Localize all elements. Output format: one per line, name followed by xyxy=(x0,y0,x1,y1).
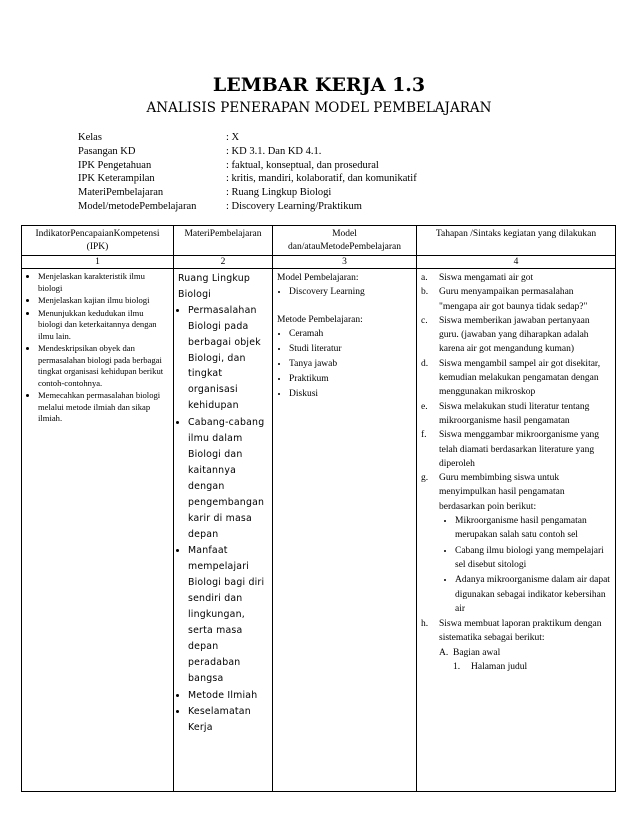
list-item: • Diskusi xyxy=(289,387,412,401)
list-item: • Ceramah xyxy=(289,327,412,341)
step-b xyxy=(421,285,611,314)
list-item: • Tanya jawab xyxy=(289,357,412,371)
step-h-content xyxy=(439,617,611,674)
table-number-row xyxy=(22,256,616,269)
step-g xyxy=(421,471,611,617)
step-text: Guru membimbing siswa untuk menyimpulkan hasil pengamatan berdasarkan poin berikut: xyxy=(439,473,565,512)
info-row-kd xyxy=(78,145,417,159)
info-value: : KD 3.1. Dan KD 4.1. xyxy=(226,145,322,157)
materi-cell xyxy=(174,269,273,792)
model-label: Model Pembelajaran: xyxy=(277,273,359,283)
info-value: : Ruang Lingkup Biologi xyxy=(226,187,332,199)
step-letter: c. xyxy=(421,315,428,326)
header-tahapan: Tahapan /Sintaks kegiatan yang dilakukan xyxy=(417,226,616,256)
step-text: Siswa membuat laporan praktikum dengan sistematika sebagai berikut: xyxy=(439,619,602,644)
list-item: • Praktikum xyxy=(289,372,412,386)
step-text: Siswa memberikan jawaban pertanyaan guru. (jawaban yang diharapkan adalah karena air got mengandung kuman) xyxy=(439,315,590,355)
list-item: • Cabang ilmu biologi yang mempelajari sel disebut sitologi xyxy=(455,544,611,573)
step-text: Siswa mengamati air got xyxy=(439,273,534,283)
list-item: • Studi literatur xyxy=(289,342,412,356)
column-number: 3 xyxy=(273,256,417,269)
list-item: • Keselamatan Kerja xyxy=(188,704,268,736)
column-number: 4 xyxy=(417,256,616,269)
info-row-model xyxy=(78,200,417,214)
step-letter: g. xyxy=(421,473,429,484)
step-a xyxy=(421,271,611,285)
step-letter: b. xyxy=(421,287,429,298)
list-item: • Discovery Learning xyxy=(289,285,412,299)
list-item: • Menunjukkan kedudukan ilmu biologi dan keterkaitannya dengan ilmu lain. xyxy=(38,308,169,343)
list-item: • Memecahkan permasalahan biologi melalui metode ilmiah dan sikap ilmiah. xyxy=(38,390,169,425)
list-item: • Cabang-cabang ilmu dalam Biologi dan kaitannya dengan pengembangan karir di masa depan xyxy=(188,415,268,542)
info-label: IPK Keterampilan xyxy=(78,173,155,185)
step-e xyxy=(421,400,611,429)
header-model: Model dan/atauMetodePembelajaran xyxy=(273,226,417,256)
step-letter: 1. xyxy=(453,662,461,673)
step-text: Halaman judul xyxy=(471,662,528,673)
step-c xyxy=(421,314,611,357)
step-d xyxy=(421,357,611,400)
info-value: : kritis, mandiri, kolaboratif, dan komunikatif xyxy=(226,173,417,185)
model-list xyxy=(277,285,412,299)
tahapan-cell xyxy=(417,269,616,792)
step-f xyxy=(421,428,611,471)
step-text: Siswa mengambil sampel air got disekitar, kemudian melakukan pengamatan dengan menggunakan mikroskop xyxy=(439,358,601,398)
table-header-row xyxy=(22,226,616,256)
list-item: • Menjelaskan kajian ilmu biologi xyxy=(38,295,169,307)
step-h-sub xyxy=(439,646,611,675)
info-label: Kelas xyxy=(78,132,102,143)
header-ipk: IndikatorPencapaianKompetensi (IPK) xyxy=(22,226,174,256)
info-value: : faktual, konseptual, dan prosedural xyxy=(226,159,379,171)
header-materi: MateriPembelajaran xyxy=(174,226,273,256)
list-item: • Mendeskripsikan obyek dan permasalahan biologi pada berbagai tingkat organisasi kehidupan berikut contoh-contohnya. xyxy=(38,343,169,389)
list-item: • Permasalahan Biologi pada berbagai objek Biologi, dan tingkat organisasi kehidupan xyxy=(188,303,268,414)
info-row-ipk-pengetahuan xyxy=(78,159,417,173)
info-value: : Discovery Learning/Praktikum xyxy=(226,200,362,212)
step-g-content xyxy=(439,471,611,617)
page-title: LEMBAR KERJA 1.3 xyxy=(212,74,426,96)
list-item: • Adanya mikroorganisme dalam air dapat digunakan sebagai indikator kebersihan air xyxy=(455,573,611,616)
step-letter: e. xyxy=(421,401,428,412)
method-label: Metode Pembelajaran: xyxy=(277,315,363,325)
list-item: • Menjelaskan karakteristik ilmu biologi xyxy=(38,271,169,294)
table-row xyxy=(22,269,616,792)
info-label: MateriPembelajaran xyxy=(78,187,164,199)
ipk-cell xyxy=(22,269,174,792)
info-label: IPK Pengetahuan xyxy=(78,159,152,171)
step-h-sub2 xyxy=(453,660,611,674)
info-row-materi xyxy=(78,186,417,200)
step-text: Siswa menggambar mikroorganisme yang telah diamati berdasarkan literature yang diperoleh xyxy=(439,430,599,469)
step-letter: h. xyxy=(421,619,429,630)
list-item: • Metode Ilmiah xyxy=(188,688,268,704)
step-text: Bagian awal xyxy=(453,647,501,658)
model-cell xyxy=(273,269,417,792)
step-text: Siswa melakukan studi literatur tentang mikroorganisme hasil pengamatan xyxy=(439,401,590,426)
column-number: 2 xyxy=(174,256,273,269)
info-value: : X xyxy=(226,132,240,143)
materi-list xyxy=(178,303,268,736)
step-letter: f. xyxy=(421,430,427,441)
step-g-list xyxy=(443,514,611,616)
step-letter: d. xyxy=(421,358,429,369)
info-label: Pasangan KD xyxy=(78,145,136,157)
materi-title: Ruang Lingkup Biologi xyxy=(178,273,251,300)
info-block xyxy=(78,131,417,214)
method-list xyxy=(277,327,412,401)
worksheet-table xyxy=(21,225,616,792)
ipk-list xyxy=(26,271,169,425)
info-label: Model/metodePembelajaran xyxy=(78,200,197,212)
step-h xyxy=(421,617,611,674)
page-subtitle: ANALISIS PENERAPAN MODEL PEMBELAJARAN xyxy=(146,100,492,116)
step-letter: A. xyxy=(439,647,449,658)
info-row-kelas xyxy=(78,131,417,145)
list-item: • Manfaat mempelajari Biologi bagi diri sendiri dan lingkungan, serta masa depan peradaban bangsa xyxy=(188,543,268,686)
column-number: 1 xyxy=(22,256,174,269)
step-letter: a. xyxy=(421,273,428,283)
step-text: Guru menyampaikan permasalahan "mengapa air got baunya tidak sedap?" xyxy=(439,287,588,312)
info-row-ipk-keterampilan xyxy=(78,172,417,186)
list-item: • Mikroorganisme hasil pengamatan merupakan salah satu contoh sel xyxy=(455,514,611,543)
